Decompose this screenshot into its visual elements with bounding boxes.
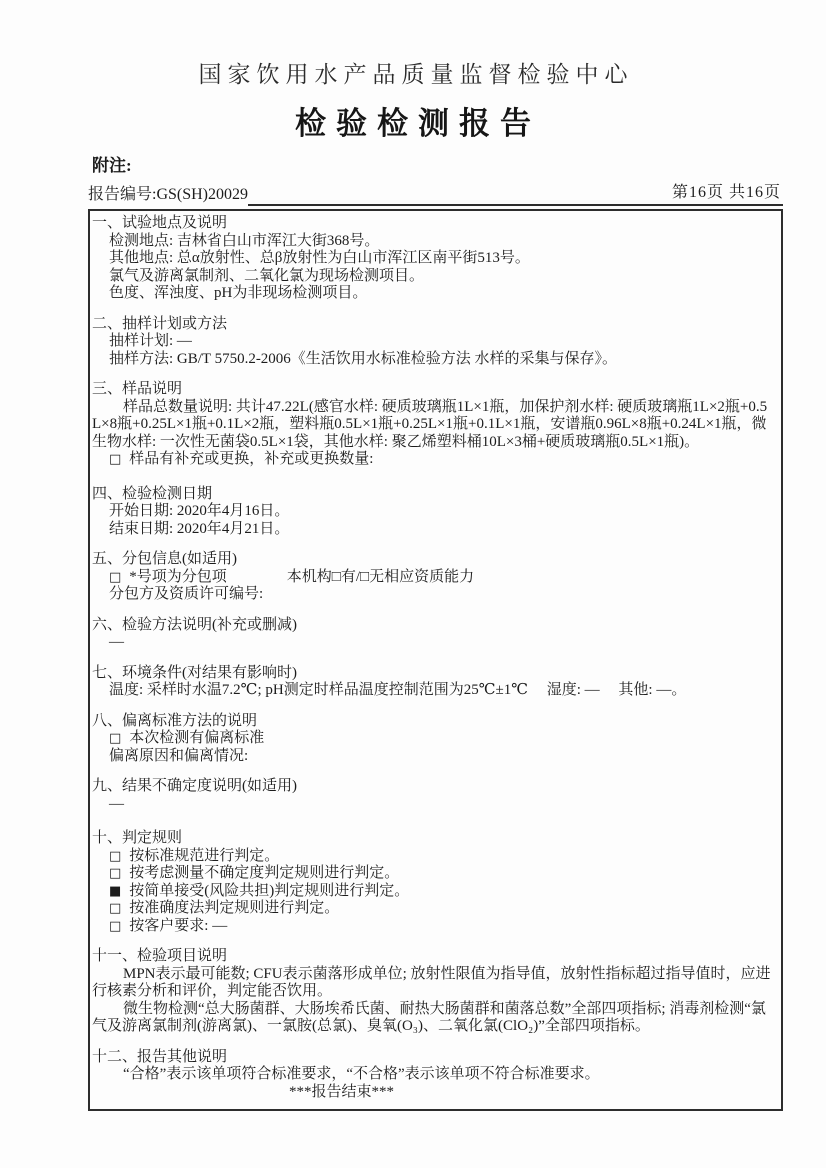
report-meta-row bbox=[88, 179, 783, 206]
checkbox-label: 按标准规范进行判定。 bbox=[129, 847, 280, 864]
blank-dash: — bbox=[109, 795, 124, 812]
section-title: 三、样品说明 bbox=[92, 381, 183, 397]
section-6 bbox=[92, 617, 773, 652]
checkbox-icon: □ bbox=[109, 866, 122, 881]
section-line: 色度、浑浊度、pH为非现场检测项目。 bbox=[109, 285, 368, 301]
section-2 bbox=[92, 316, 773, 369]
section-title: 六、检验方法说明(补充或删减) bbox=[92, 616, 297, 633]
checkbox-line bbox=[92, 918, 773, 936]
checkbox-line bbox=[92, 730, 773, 748]
checkbox-icon: □ bbox=[109, 901, 122, 916]
section-line: 偏离原因和偏离情况: bbox=[109, 747, 249, 764]
checkbox-label: 按准确度法判定规则进行判定。 bbox=[129, 900, 340, 916]
section-title: 七、环境条件(对结果有影响时) bbox=[92, 664, 297, 681]
section-line: 温度: 采样时水温7.2℃; pH测定时样品温度控制范围为25℃±1℃ 湿度: — 其他: —。 bbox=[109, 682, 687, 698]
report-end-marker: ***报告结束*** bbox=[289, 1083, 395, 1100]
section-line: 开始日期: 2020年4月16日。 bbox=[109, 503, 290, 519]
report-number: 报告编号:GS(SH)20029 bbox=[88, 186, 249, 203]
section-title: 一、试验地点及说明 bbox=[92, 215, 228, 231]
checkbox-icon: □ bbox=[109, 848, 122, 864]
checkbox-line bbox=[92, 451, 773, 469]
section-line: 抽样方法: GB/T 5750.2-2006《生活饮用水标准检验方法 水样的采集与保存》。 bbox=[109, 350, 618, 367]
checkbox-line bbox=[92, 569, 773, 587]
checkbox-icon: □ bbox=[109, 569, 122, 585]
checkbox-label: 样品有补充或更换，补充或更换数量: bbox=[129, 451, 374, 467]
blank-dash: — bbox=[109, 634, 124, 650]
org-name: 国家饮用水产品质量监督检验中心 bbox=[198, 62, 634, 87]
section-3 bbox=[92, 381, 773, 469]
notes-box bbox=[88, 209, 783, 1111]
checkbox-checked-icon: ■ bbox=[109, 883, 122, 899]
section-12 bbox=[92, 1049, 773, 1102]
checkbox-line bbox=[92, 900, 773, 918]
checkbox-label: 按考虑测量不确定度判定规则进行判定。 bbox=[129, 865, 400, 881]
section-5 bbox=[92, 551, 773, 604]
section-line: 氯气及游离氯制剂、二氧化氯为现场检测项目。 bbox=[109, 267, 425, 284]
checkbox-icon: □ bbox=[109, 452, 122, 467]
section-line: 抽样计划: — bbox=[109, 333, 192, 349]
section-title: 二、抽样计划或方法 bbox=[92, 315, 228, 332]
note-label: 附注: bbox=[92, 156, 132, 175]
checkbox-label: 本次检测有偏离标准 bbox=[129, 730, 265, 746]
section-1 bbox=[92, 215, 773, 303]
section-title: 九、结果不确定度说明(如适用) bbox=[92, 778, 297, 794]
checkbox-icon: □ bbox=[109, 731, 122, 746]
section-line: 微生物检测“总大肠菌群、大肠埃希氏菌、耐热大肠菌群和菌落总数”全部四项指标; 消毒剂检测“氯气及游离氯制剂(游离氯)、一氯胺(总氯)、臭氧(O₃)、二氧化氯(ClO₂)”全部四项指标。 bbox=[92, 1000, 766, 1034]
checkbox-icon: □ bbox=[109, 918, 122, 934]
section-line: 其他地点: 总α放射性、总β放射性为白山市浑江区南平街513号。 bbox=[109, 250, 530, 266]
section-title: 十一、检验项目说明 bbox=[92, 948, 228, 964]
section-title: 五、分包信息(如适用) bbox=[92, 551, 237, 567]
section-line: MPN表示最可能数; CFU表示菌落形成单位; 放射性限值为指导值，放射性指标超过指导值时，应进行核素分析和评价，判定能否饮用。 bbox=[92, 965, 771, 999]
section-line: 结束日期: 2020年4月21日。 bbox=[109, 520, 290, 537]
section-title: 十二、报告其他说明 bbox=[92, 1048, 228, 1065]
section-line: 检测地点: 吉林省白山市浑江大街368号。 bbox=[109, 232, 380, 249]
checkbox-line bbox=[92, 848, 773, 866]
section-10 bbox=[92, 830, 773, 935]
section-title: 四、检验检测日期 bbox=[92, 485, 213, 502]
section-line: 分包方及资质许可编号: bbox=[109, 586, 264, 602]
checkbox-line bbox=[92, 883, 773, 901]
section-line: “合格”表示该单项符合标准要求，“不合格”表示该单项不符合标准要求。 bbox=[123, 1066, 600, 1082]
section-title: 八、偏离标准方法的说明 bbox=[92, 712, 258, 729]
checkbox-label: 按简单接受(风险共担)判定规则进行判定。 bbox=[129, 882, 410, 899]
section-line: 样品总数量说明: 共计47.22L(感官水样: 硬质玻璃瓶1L×1瓶，加保护剂水样: 硬质玻璃瓶1L×2瓶+0.5L×8瓶+0.25L×1瓶+0.1L×2瓶，塑料瓶0.5L×1瓶+0.25L×1瓶+0.1L×1瓶，安谱瓶0.96L×8瓶+0.24L×1瓶，微生物水样: 一次性无菌袋0.5L×1袋，其他水样: 聚乙烯塑料桶10L×3桶+硬质玻璃瓶0.5L×1瓶)。 bbox=[92, 398, 768, 450]
checkbox-label: 按客户要求: — bbox=[129, 917, 228, 934]
section-7 bbox=[92, 665, 773, 700]
checkbox-line bbox=[92, 865, 773, 883]
section-11 bbox=[92, 948, 773, 1036]
section-8 bbox=[92, 713, 773, 766]
section-9 bbox=[92, 778, 773, 813]
checkbox-label: *号项为分包项 本机构□有/□无相应资质能力 bbox=[129, 568, 475, 585]
rule-line bbox=[248, 203, 664, 206]
section-4 bbox=[92, 486, 773, 539]
section-title: 十、判定规则 bbox=[92, 830, 183, 846]
report-title: 检验检测报告 bbox=[295, 106, 541, 141]
page-number: 第16页 共16页 bbox=[664, 179, 783, 206]
